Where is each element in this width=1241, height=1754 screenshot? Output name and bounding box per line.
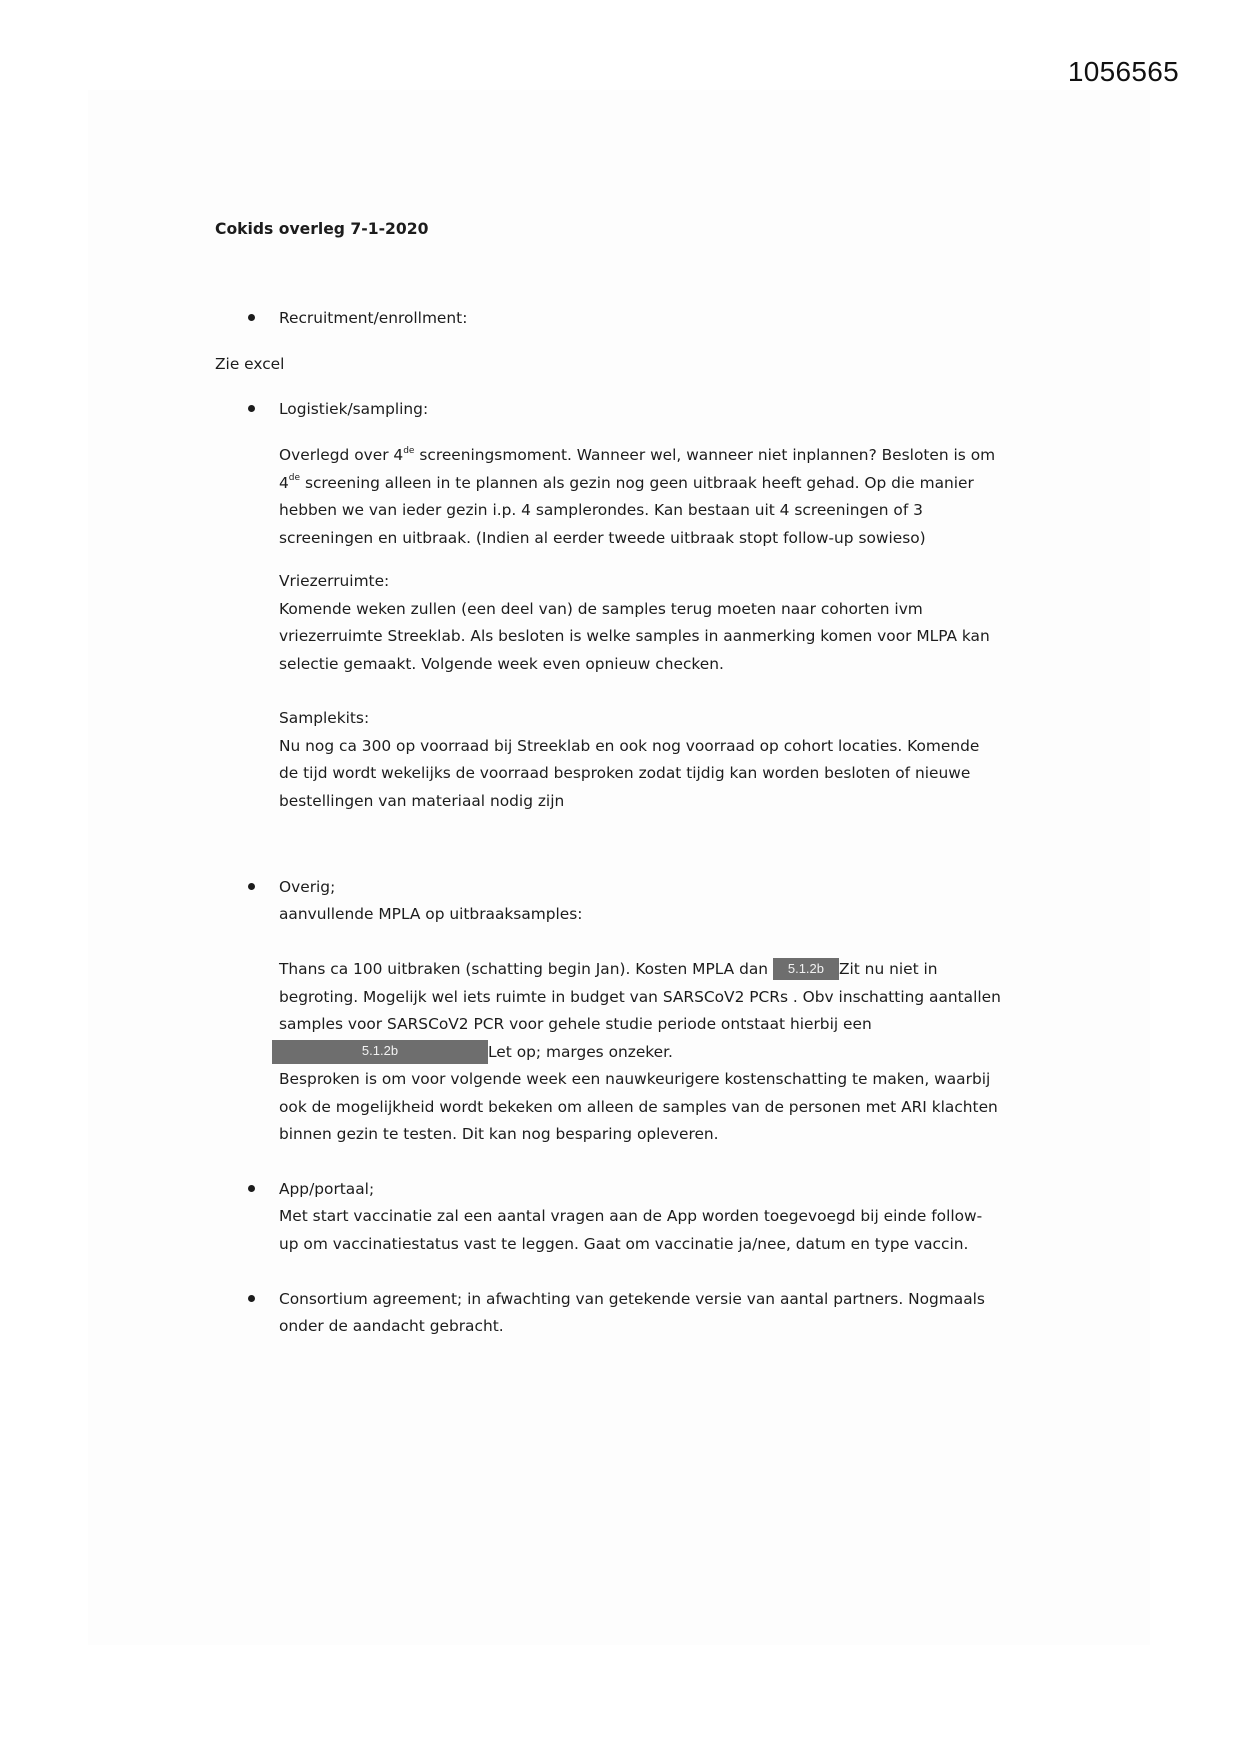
bullet-icon [248,305,278,333]
freezer-section [279,568,1059,678]
paragraph-line: Overlegd over 4de screeningsmoment. Wanneer wel, wanneer niet inplannen? Besloten is om [279,445,996,464]
bullet-icon [248,1176,278,1204]
bullet-icon [248,396,278,424]
redaction-box: 5.1.2b [773,958,839,980]
paragraph-line: ook de mogelijkheid wordt bekeken om alleen de samples van de personen met ARI klachten [279,1097,998,1116]
paragraph-line: screeningen en uitbraak. (Indien al eerder tweede uitbraak stopt follow-up sowieso) [279,528,926,547]
paragraph-line: begroting. Mogelijk wel iets ruimte in budget van SARSCoV2 PCRs . Obv inschatting aantallen [279,987,1001,1006]
paragraph-line: Besproken is om voor volgende week een nauwkeurigere kostenschatting te maken, waarbij [279,1070,991,1088]
paragraph-line: Nu nog ca 300 op voorraad bij Streeklab en ook nog voorraad op cohort locaties. Komende [279,736,980,755]
paragraph-line: up om vaccinatiestatus vast te leggen. Gaat om vaccinatie ja/nee, datum en type vaccin. [279,1234,969,1253]
paragraph-line: selectie gemaakt. Volgende week even opnieuw checken. [279,654,724,673]
other-subheading: aanvullende MPLA op uitbraaksamples: [279,905,583,923]
paragraph-line: 4de screening alleen in te plannen als gezin nog geen uitbraak heeft gehad. Op die manier [279,473,974,492]
subsection-heading: Vriezerruimte: [279,572,390,590]
app-paragraph [279,1203,1059,1258]
paragraph-line: bestellingen van materiaal nodig zijn [279,791,565,810]
paragraph-line: binnen gezin te testen. Dit kan nog besparing opleveren. [279,1125,719,1143]
page-title: Cokids overleg 7-1-2020 [215,220,429,238]
paragraph-line: Consortium agreement; in afwachting van getekende versie van aantal partners. Nogmaals [279,1290,985,1308]
samplekits-section [279,705,1059,815]
paragraph-line: de tijd wordt wekelijks de voorraad besproken zodat tijdig kan worden besloten of nieuwe [279,764,971,782]
section-heading: Logistiek/sampling: [279,400,429,418]
paragraph-line: Thans ca 100 uitbraken (schatting begin Jan). Kosten MPLA dan 5.1.2b Zit nu niet in [279,960,938,978]
logistics-paragraph [279,442,1059,552]
paragraph-line: onder de aandacht gebracht. [279,1317,504,1335]
section-heading: Recruitment/enrollment: [279,309,468,327]
section-heading: App/portaal; [279,1180,375,1198]
paragraph-line: vriezerruimte Streeklab. Als besloten is welke samples in aanmerking komen voor MLPA kan [279,627,990,645]
paragraph-line: 5.1.2b Let op; marges onzeker. [279,1039,1059,1067]
other-paragraph [279,956,1059,1149]
bullet-icon [248,874,278,902]
recruitment-note: Zie excel [215,355,285,373]
redaction-box: 5.1.2b [272,1040,488,1064]
subsection-heading: Samplekits: [279,709,370,727]
paragraph-line: hebben we van ieder gezin i.p. 4 samplerondes. Kan bestaan uit 4 screeningen of 3 [279,501,923,519]
paragraph-line: Met start vaccinatie zal een aantal vragen aan de App worden toegevoegd bij einde follow- [279,1207,983,1225]
paragraph-line: samples voor SARSCoV2 PCR voor gehele studie periode ontstaat hierbij een [279,1015,872,1033]
paragraph-line: Komende weken zullen (een deel van) de samples terug moeten naar cohorten ivm [279,599,923,618]
bullet-icon [248,1286,278,1314]
document-id: 1056565 [1067,56,1179,87]
section-heading: Overig; [279,878,336,896]
